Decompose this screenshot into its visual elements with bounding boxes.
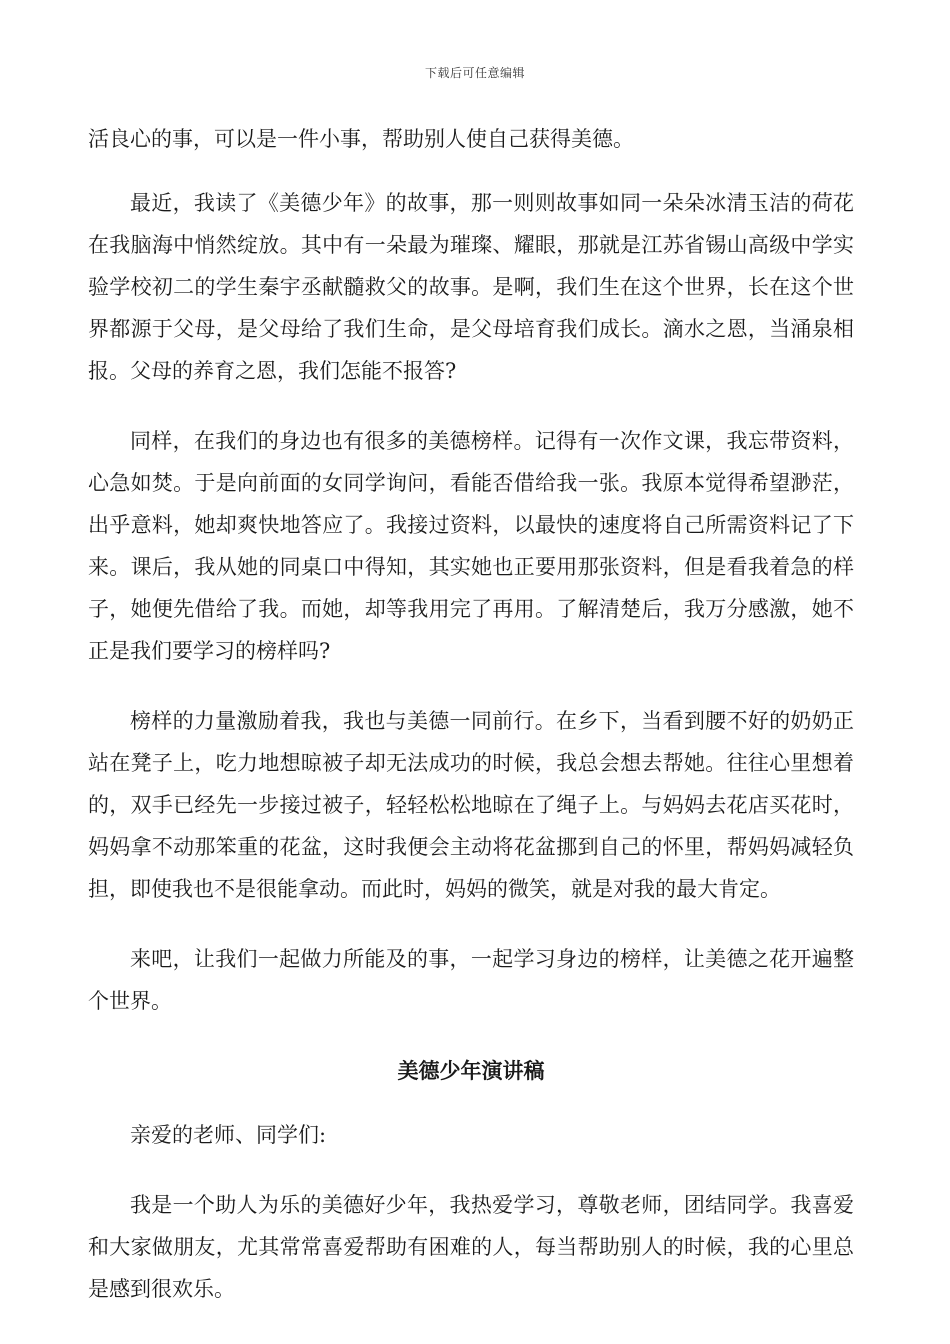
paragraph-continued: 活良心的事，可以是一件小事，帮助别人使自己获得美德。 xyxy=(88,127,634,151)
page-header: 下载后可任意编辑 xyxy=(424,66,525,80)
paragraph-closing-call: 来吧，让我们一起做力所能及的事，一起学习身边的榜样，让美德之花开遍整个世界。 xyxy=(88,947,854,1013)
speech-greeting: 亲爱的老师、同学们: xyxy=(130,1123,327,1147)
speech-paragraph: 我是一个助人为乐的美德好少年，我热爱学习，尊敬老师，团结同学。我喜爱和大家做朋友，尤其常常喜爱帮助有困难的人，每当帮助别人的时候，我的心里总是感到很欢乐。 xyxy=(88,1193,854,1301)
paragraph-reading-story: 最近，我读了《美德少年》的故事，那一则则故事如同一朵朵冰清玉洁的荷花在我脑海中悄然绽放。其中有一朵最为璀璨、耀眼，那就是江苏省锡山高级中学实验学校初二的学生秦宇丞献髓救父的故事。是啊，我们生在这个世界，长在这个世界都源于父母，是父母给了我们生命，是父母培育我们成长。滴水之恩，当涌泉相报。父母的养育之恩，我们怎能不报答? xyxy=(88,191,854,383)
document-body xyxy=(88,118,854,1338)
section-title: 美德少年演讲稿 xyxy=(397,1059,545,1083)
paragraph-helping-family: 榜样的力量激励着我，我也与美德一同前行。在乡下，当看到腰不好的奶奶正站在凳子上，吃力地想晾被子却无法成功的时候，我总会想去帮她。往往心里想着的，双手已经先一步接过被子，轻轻松松地晾在了绳子上。与妈妈去花店买花时，妈妈拿不动那笨重的花盆，这时我便会主动将花盆挪到自己的怀里，帮妈妈减轻负担，即使我也不是很能拿动。而此时，妈妈的微笑，就是对我的最大肯定。 xyxy=(88,709,854,901)
paragraph-classmate-example: 同样，在我们的身边也有很多的美德榜样。记得有一次作文课，我忘带资料，心急如焚。于是向前面的女同学询问，看能否借给我一张。我原本觉得希望渺茫，出乎意料，她却爽快地答应了。我接过资料，以最快的速度将自己所需资料记了下来。课后，我从她的同桌口中得知，其实她也正要用那张资料，但是看我着急的样子，她便先借给了我。而她，却等我用完了再用。了解清楚后，我万分感激，她不正是我们要学习的榜样吗? xyxy=(88,429,854,663)
